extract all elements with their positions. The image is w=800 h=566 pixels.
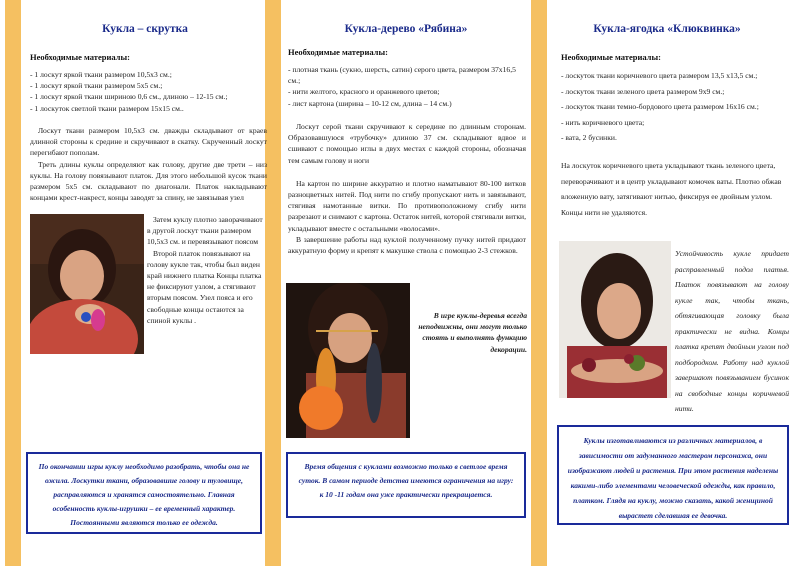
material-item: - нить коричневого цвета;: [561, 117, 645, 127]
material-item: - 1 лоскут яркой ткани размером 10,5х3 см.;: [30, 70, 172, 79]
material-item: - нити желтого, красного и оранжевого цветов;: [288, 87, 440, 97]
photo-caption: В игре куклы-деревья всегда неподвижны, они могут только стоять и выполнять функцию декорации.: [418, 311, 527, 354]
note-box: По окончании игры куклу необходимо разобрать, чтобы она не ожила. Лоскутки ткани, образовавшие голову и туловище, расправляются и хранятся самостоятельно. Главная особенность куклы-игрушки – ее временный характер. Постоянными являются только ее одежда.: [26, 452, 262, 534]
materials-list: [288, 64, 526, 109]
photo-caption: Устойчивость кукле придает расправленный подол платья. Платок повязывают на голову кукле так, чтобы ткань, обтягивающая головку была практически не видна. Концы платка крепят двойным узлом под подбородком. Работу над куклой завершают повязыванием бусинок на свободные концы коричневой нити.: [675, 249, 789, 413]
paragraph: Затем куклу плотно заворачивают в другой лоскут ткани размером 10,5х3 см. и перевязывают поясом: [147, 215, 263, 247]
instructions-text: [288, 121, 526, 256]
divider-stripe-2: [531, 0, 547, 566]
photo-girl-doll-tree: [286, 283, 410, 438]
divider-stripe-1: [265, 0, 281, 566]
materials-header: Необходимые материалы:: [288, 47, 388, 57]
instructions-side-text: [147, 214, 265, 326]
instructions-text: На лоскуток коричневого цвета укладывают ткань зеленого цвета, переворачивают и в центр укладывают комочек ваты. Плотно обжав вложенную вату, затягивают нитью, фиксируя ее двойным узлом. Концы нити не удаляются.: [561, 161, 782, 217]
material-item: - 1 лоскут яркой ткани шириною 0,6 см., длиною – 12-15 см.;: [30, 92, 228, 102]
material-item: - 1 лоскуток светлой ткани размером 15х15 см..: [30, 103, 184, 113]
material-item: - вата, 2 бусинки.: [561, 133, 617, 142]
instructions-text: [30, 125, 267, 203]
materials-header: Необходимые материалы:: [30, 52, 130, 62]
material-item: - лоскуток ткани зеленого цвета размером 9х9 см.;: [561, 86, 725, 96]
paragraph: Второй платок повязывают на голову кукле так, чтобы был виден край нижнего платка Концы платка не фиксируют узлом, а стягивают вторым поясом. Узел пояса и его свободные концы остаются за спиной куклы .: [147, 248, 262, 325]
paragraph: В завершение работы над куклой полученному пучку нитей придают аккуратную форму и крепят к макушке ствола с помощью 2-3 стежков.: [288, 234, 526, 256]
note-box: Куклы изготавливаются из различных материалов, в зависимости от задуманного мастером персонажа, они изображают людей и растения. При этом растения наделены какими-либо элементами человеческой одежды, как правило, платком. Глядя на куклу, можно сказать, какой женщиной вырастет сделавшая ее девочка.: [557, 425, 789, 525]
material-item: - лоскуток ткани темно-бордового цвета размером 16х16 см.;: [561, 102, 759, 111]
materials-header: Необходимые материалы:: [561, 52, 661, 62]
material-item: - 1 лоскут яркой ткани размером 5х5 см.;: [30, 81, 163, 91]
materials-list: [30, 69, 265, 114]
paragraph: Лоскут ткани размером 10,5х3 см. дважды складывают от краев длинной стороны к средине и скручивают в скатку. Скрученный лоскут перегибают пополам.: [30, 126, 267, 158]
paragraph: Лоскут серой ткани скручивают к середине по длинным сторонам. Образовавшуюся «трубочку» длиною 37 см. складывают вдвое и сшивают с помощью иглы в двух местах с каждой стороны, обозначая тем самым голову и ноги: [288, 122, 526, 165]
photo-girl-doll-berry: [559, 241, 671, 398]
column-skrutka: [0, 0, 265, 566]
column-klyukvinka: [547, 0, 800, 566]
paragraph: На картон по ширине аккуратно и плотно наматывают 80-100 витков разноцветных нитей. Под нити по сгибу пропускают нить и завязывают, стягивая намотанные витки. По противоположному сгибу нити разрезают и снимают с картона. Остаток нитей, которой стягивали витки, укладывают вместе с остальными «волосами».: [288, 178, 526, 233]
photo-girl-doll-1: [30, 214, 144, 354]
title-klyukvinka: Кукла-ягодка «Клюквинка»: [593, 23, 741, 35]
material-item: - плотная ткань (сукно, шерсть, сатин) серого цвета, размером 37х16,5 см.;: [288, 65, 516, 86]
materials-list: [561, 68, 800, 146]
column-ryabina: [281, 0, 531, 566]
paragraph: Треть длины куклы определяют как голову, другие две трети – низ куклы. На голову повязывают платок. Для этого небольшой кусок ткани размером 5х5 см. складывают по диагонали. Платок накладывают концами крест-накрест, концы заводят за спину, не завязывая узел: [30, 159, 267, 203]
title-ryabina: Кукла-дерево «Рябина»: [344, 23, 468, 35]
material-item: - лист картона (ширина – 10-12 см, длина – 14 см.): [288, 98, 452, 108]
note-box: Время общения с куклами возможно только в светлое время суток. В самом периоде детства имеются ограничения на игру: к 10 -11 годам она уже практически прекращается.: [286, 452, 526, 518]
material-item: - лоскуток ткани коричневого цвета размером 13,5 х13,5 см.;: [561, 71, 758, 80]
title-skrutka: Кукла – скрутка: [102, 23, 188, 35]
